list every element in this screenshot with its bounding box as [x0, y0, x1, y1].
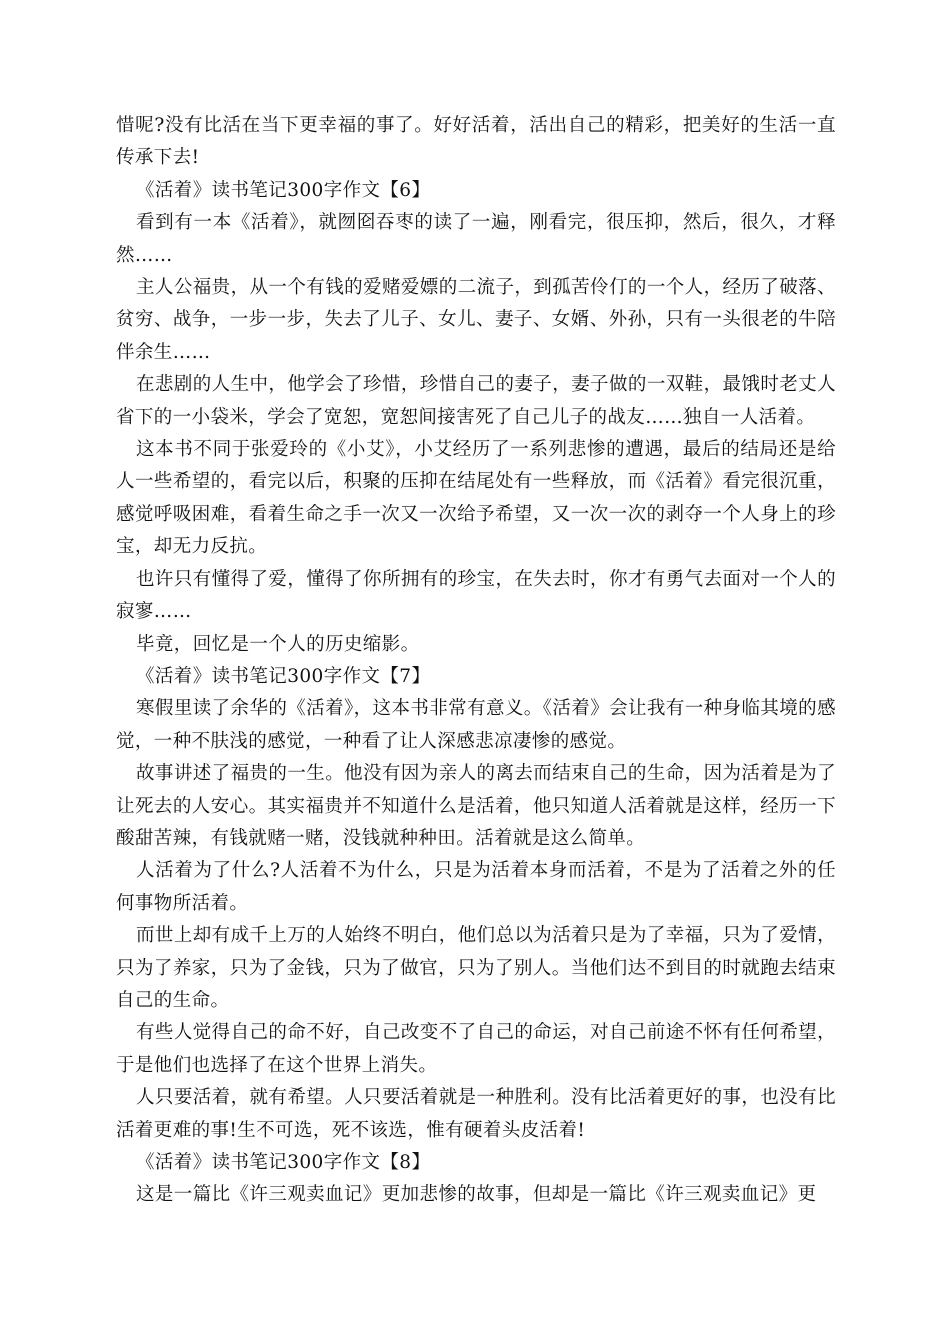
paragraph: 也许只有懂得了爱，懂得了你所拥有的珍宝，在失去时，你才有勇气去面对一个人的寂寥……	[116, 568, 836, 623]
paragraph: 主人公福贵，从一个有钱的爱赌爱嫖的二流子，到孤苦伶仃的一个人，经历了破落、贫穷、战争，一步一步，失去了儿子、女儿、妻子、女婿、外孙，只有一头很老的牛陪伴余生……	[116, 277, 836, 363]
document-page	[116, 110, 836, 1212]
paragraph: 这是一篇比《许三观卖血记》更加悲惨的故事，但却是一篇比《许三观卖血记》更	[136, 1184, 817, 1206]
paragraph: 而世上却有成千上万的人始终不明白，他们总以为活着只是为了幸福，只为了爱情，只为了养家，只为了金钱，只为了做官，只为了别人。当他们达不到目的时就跑去结束自己的生命。	[116, 925, 836, 1011]
paragraph: 故事讲述了福贵的一生。他没有因为亲人的离去而结束自己的生命，因为活着是为了让死去的人安心。其实福贵并不知道什么是活着，他只知道人活着就是这样，经历一下酸甜苦辣，有钱就赌一赌，没钱就种种田。活着就是这么简单。	[116, 763, 836, 849]
paragraph: 有些人觉得自己的命不好，自己改变不了自己的命运，对自己前途不怀有任何希望，于是他们也选择了在这个世界上消失。	[116, 1022, 836, 1076]
paragraph: 这本书不同于张爱玲的《小艾》，小艾经历了一系列悲惨的遭遇，最后的结局还是给人一些希望的，看完以后，积聚的压抑在结尾处有一些释放，而《活着》看完很沉重，感觉呼吸困难，看着生命之手一次又一次给予希望，又一次一次的剥夺一个人身上的珍宝，却无力反抗。	[116, 439, 836, 558]
section-heading: 《活着》读书笔记300字作文【8】	[136, 1152, 431, 1173]
paragraph: 人活着为了什么?人活着不为什么，只是为活着本身而活着，不是为了活着之外的任何事物所活着。	[116, 860, 836, 914]
paragraph: 在悲剧的人生中，他学会了珍惜，珍惜自己的妻子，妻子做的一双鞋，最饿时老丈人省下的一小袋米，学会了宽恕，宽恕间接害死了自己儿子的战友……独自一人活着。	[116, 374, 836, 428]
paragraph: 毕竟，回忆是一个人的历史缩影。	[136, 633, 420, 655]
section-heading: 《活着》读书笔记300字作文【7】	[136, 665, 431, 687]
paragraph: 惜呢?没有比活在当下更幸福的事了。好好活着，活出自己的精彩，把美好的生活一直传承下去!	[116, 115, 836, 169]
paragraph: 看到有一本《活着》，就囫囵吞枣的读了一遍，刚看完，很压抑，然后，很久，才释然……	[116, 212, 836, 266]
paragraph: 人只要活着，就有希望。人只要活着就是一种胜利。没有比活着更好的事，也没有比活着更难的事!生不可选，死不该选，惟有硬着头皮活着!	[116, 1087, 836, 1141]
paragraph: 寒假里读了余华的《活着》，这本书非常有意义。《活着》会让我有一种身临其境的感觉，一种不肤浅的感觉，一种看了让人深感悲凉凄惨的感觉。	[116, 698, 836, 752]
section-heading: 《活着》读书笔记300字作文【6】	[136, 179, 431, 201]
